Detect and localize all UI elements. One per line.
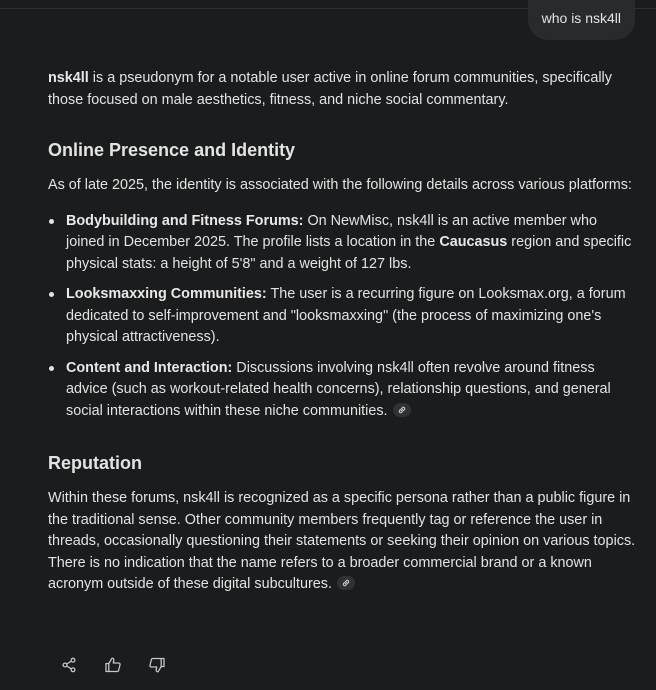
reputation-text: Within these forums, nsk4ll is recognized as a specific persona rather than a public figure in the traditional sense. Other community members frequently tag or reference the user in threads, occasionally questioning their statements or seeking their opinion on various topics. There is no indication that the name refers to a broader commercial brand or a known acronym outside of these digital subcultures. [48,490,636,592]
thumbs-down-icon [148,656,166,674]
intro-name: nsk4ll [48,70,89,86]
share-button[interactable] [56,652,82,678]
source-link-chip[interactable] [393,403,411,417]
intro-text: is a pseudonym for a notable user active in online forum communities, specifically those focused on male aesthetics, fitness, and niche social commentary. [48,70,612,108]
response-body [48,68,638,596]
bullet-text: The user is a recurring figure on Looksmax.org, a forum dedicated to self-improvement and "looksmaxxing" (the process of maximizing one's physical attractiveness). [66,286,626,345]
presence-heading: Online Presence and Identity [48,140,296,160]
user-query-bubble [528,0,635,40]
bullet-title: Looksmaxxing Communities: [66,286,267,302]
link-icon [341,578,351,588]
response-actions [56,652,170,678]
bullet-title: Content and Interaction: [66,359,233,376]
list-item [66,211,638,276]
reputation-paragraph [48,488,638,596]
list-item [66,284,638,349]
bullet-title: Bodybuilding and Fitness Forums: [66,212,304,229]
share-icon [61,657,77,673]
bullet-text: On NewMisc, nsk4ll is an active member who joined in December 2025. The profile lists a location in the [66,212,597,250]
source-link-chip[interactable] [337,576,355,590]
presence-bullet-list [48,211,638,423]
user-query-text: who is nsk4ll [541,10,621,26]
list-item [66,358,638,423]
intro-paragraph [48,68,638,111]
thumbs-up-icon [104,656,122,674]
reputation-heading: Reputation [48,453,142,473]
thumbs-up-button[interactable] [100,652,126,678]
link-icon [397,405,407,415]
bullet-text: region and specific physical stats: a height of 5'8" and a weight of 127 lbs. [66,234,632,272]
bullet-emphasis: Caucasus [439,234,508,250]
presence-lead: As of late 2025, the identity is associated with the following details across various platforms: [48,177,632,193]
bullet-text: Discussions involving nsk4ll often revolve around fitness advice (such as workout-related health concerns), relationship questions, and general social interactions within these niche communities. [66,359,611,419]
thumbs-down-button[interactable] [144,652,170,678]
